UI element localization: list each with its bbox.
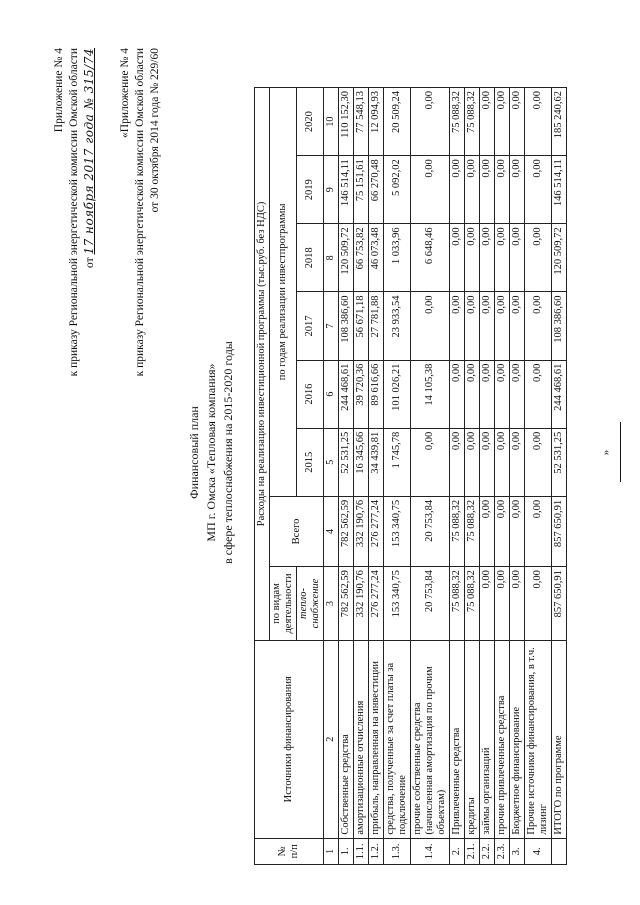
closing-mark: [600, 0, 624, 905]
previous-order-date: от 30 октября 2014 года № 229/60: [149, 48, 161, 213]
row-value: 0,00: [525, 496, 552, 566]
row-value: 276 277,24: [369, 496, 384, 566]
table-row: [339, 88, 354, 865]
row-value: 0,00: [465, 428, 480, 496]
row-value: 39 720,36: [354, 360, 369, 428]
row-value: 0,00: [450, 360, 465, 428]
column-index: 10: [324, 88, 339, 156]
row-value: 20 509,24: [384, 88, 411, 156]
row-value: 75 151,61: [354, 156, 369, 224]
row-value: 0,00: [411, 292, 450, 360]
column-index: 3: [324, 567, 339, 641]
financial-plan-table: [254, 87, 567, 865]
col-header-year: 2018: [297, 224, 324, 292]
row-value: 108 386,60: [339, 292, 354, 360]
row-value: 108 386,60: [552, 292, 567, 360]
row-value: 0,00: [450, 428, 465, 496]
table-row: [480, 88, 495, 865]
row-value: 0,00: [465, 292, 480, 360]
row-value: 75 088,32: [450, 496, 465, 566]
row-value: 0,00: [510, 428, 525, 496]
title-line-2: МП г. Омска «Тепловая компания»: [204, 363, 218, 542]
row-value: 782 562,59: [339, 496, 354, 566]
row-number: 1.2.: [369, 838, 384, 864]
row-value: 0,00: [480, 224, 495, 292]
row-value: 77 548,13: [354, 88, 369, 156]
row-value: 0,00: [510, 88, 525, 156]
table-row: [369, 88, 384, 865]
row-value: 89 616,66: [369, 360, 384, 428]
row-source-name: средства, полученные за счет платы за подключение: [384, 640, 411, 838]
previous-order-reference: к приказу Региональной энергетической комиссии Омской области: [134, 48, 146, 377]
row-value: 101 026,21: [384, 360, 411, 428]
row-value: 0,00: [495, 428, 510, 496]
row-value: 0,00: [465, 156, 480, 224]
footer-rule: [620, 423, 621, 483]
row-source-name: ИТОГО по программе: [552, 640, 567, 838]
row-number: [552, 838, 567, 864]
row-source-name: кредиты: [465, 640, 480, 838]
row-value: 0,00: [411, 156, 450, 224]
row-value: 0,00: [510, 360, 525, 428]
row-value: 66 753,82: [354, 224, 369, 292]
row-source-name: прибыль, направленная на инвестиции: [369, 640, 384, 838]
row-value: 0,00: [450, 224, 465, 292]
row-source-name: прочие собственные средства (начисленная амортизация по прочим объектам): [411, 640, 450, 838]
row-value: 0,00: [495, 88, 510, 156]
row-value: 0,00: [480, 567, 495, 641]
row-value: 153 340,75: [384, 567, 411, 641]
row-value: 20 753,84: [411, 496, 450, 566]
row-value: 0,00: [525, 428, 552, 496]
row-value: 146 514,11: [552, 156, 567, 224]
row-value: 0,00: [495, 292, 510, 360]
row-number: 2.3.: [495, 838, 510, 864]
row-value: 0,00: [525, 567, 552, 641]
row-value: 0,00: [480, 496, 495, 566]
row-value: 0,00: [465, 224, 480, 292]
row-value: 0,00: [525, 156, 552, 224]
row-value: 0,00: [495, 360, 510, 428]
row-value: 34 439,81: [369, 428, 384, 496]
row-source-name: займы организаций: [480, 640, 495, 838]
row-value: 0,00: [411, 428, 450, 496]
row-value: 0,00: [480, 428, 495, 496]
row-value: 332 190,76: [354, 496, 369, 566]
table-row: [354, 88, 369, 865]
row-value: 0,00: [480, 88, 495, 156]
table-row: [465, 88, 480, 865]
col-header-heat-supply: тепло-снабжение: [297, 567, 324, 641]
row-value: 0,00: [525, 360, 552, 428]
table-row: [411, 88, 450, 865]
column-index: 8: [324, 224, 339, 292]
col-header-expenses: Расходы на реализацию инвестиционной программы (тыс.руб. без НДС): [255, 88, 270, 641]
row-value: 46 073,48: [369, 224, 384, 292]
row-value: 0,00: [510, 496, 525, 566]
row-value: 12 094,93: [369, 88, 384, 156]
table-row: [552, 88, 567, 865]
row-value: 75 088,32: [450, 88, 465, 156]
row-value: 0,00: [525, 292, 552, 360]
row-value: 6 648,46: [411, 224, 450, 292]
row-number: 1.1.: [354, 838, 369, 864]
order-header: [52, 48, 98, 376]
handwritten-date: 17 ноября 2017 года № 315/74: [82, 48, 96, 255]
col-header-source: Источники финансирования: [255, 640, 324, 838]
row-value: 0,00: [495, 496, 510, 566]
row-value: 332 190,76: [354, 567, 369, 641]
order-date-prefix: от: [84, 257, 96, 269]
row-source-name: прочие привлеченные средства: [495, 640, 510, 838]
col-header-year: 2020: [297, 88, 324, 156]
row-value: 857 650,91: [552, 567, 567, 641]
column-index: 6: [324, 360, 339, 428]
row-source-name: амортизационные отчисления: [354, 640, 369, 838]
row-number: 3.: [510, 838, 525, 864]
row-value: 1 745,78: [384, 428, 411, 496]
table-row: [510, 88, 525, 865]
col-header-total: Всего: [270, 496, 324, 566]
row-value: 75 088,32: [465, 567, 480, 641]
row-value: 5 092,02: [384, 156, 411, 224]
row-value: 52 531,25: [552, 428, 567, 496]
col-header-number: № п/п: [255, 838, 324, 864]
row-value: 75 088,32: [465, 88, 480, 156]
row-value: 0,00: [510, 156, 525, 224]
col-header-by-activity: по видам деятельности: [270, 567, 297, 641]
row-value: 0,00: [510, 567, 525, 641]
row-value: 276 277,24: [369, 567, 384, 641]
row-number: 4.: [525, 838, 552, 864]
column-index: 1: [324, 838, 339, 864]
row-value: 75 088,32: [450, 567, 465, 641]
column-index: 4: [324, 496, 339, 566]
row-value: 23 933,54: [384, 292, 411, 360]
previous-appendix-label: «Приложение № 4: [119, 48, 131, 138]
row-value: 0,00: [495, 224, 510, 292]
row-value: 0,00: [450, 292, 465, 360]
row-value: 0,00: [525, 88, 552, 156]
row-number: 1.: [339, 838, 354, 864]
appendix-label: Приложение № 4: [53, 48, 65, 133]
row-number: 1.4.: [411, 838, 450, 864]
col-header-year: 2016: [297, 360, 324, 428]
row-source-name: Привлеченные средства: [450, 640, 465, 838]
col-header-year: 2019: [297, 156, 324, 224]
row-value: 0,00: [465, 360, 480, 428]
closing-quote: »: [600, 449, 612, 456]
row-value: 120 509,72: [552, 224, 567, 292]
row-value: 1 033,96: [384, 224, 411, 292]
row-value: 52 531,25: [339, 428, 354, 496]
col-header-year: 2017: [297, 292, 324, 360]
row-value: 16 345,66: [354, 428, 369, 496]
row-value: 27 781,88: [369, 292, 384, 360]
row-value: 0,00: [450, 156, 465, 224]
row-number: 2.: [450, 838, 465, 864]
row-number: 1.3.: [384, 838, 411, 864]
row-source-name: Бюджетное финансирование: [510, 640, 525, 838]
row-value: 20 753,84: [411, 567, 450, 641]
row-number: 2.1.: [465, 838, 480, 864]
table-row: [450, 88, 465, 865]
row-source-name: Собственные средства: [339, 640, 354, 838]
col-header-by-years: по годам реализации инвестпрограммы: [270, 88, 297, 497]
row-value: 146 514,11: [339, 156, 354, 224]
row-value: 857 650,91: [552, 496, 567, 566]
row-value: 0,00: [480, 360, 495, 428]
row-value: 0,00: [411, 88, 450, 156]
document-title: [186, 0, 237, 905]
row-value: 0,00: [525, 224, 552, 292]
row-value: 0,00: [510, 224, 525, 292]
row-value: 110 152,30: [339, 88, 354, 156]
row-value: 153 340,75: [384, 496, 411, 566]
row-value: 0,00: [495, 567, 510, 641]
row-value: 75 088,32: [465, 496, 480, 566]
column-index: 5: [324, 428, 339, 496]
row-value: 14 105,38: [411, 360, 450, 428]
title-line-3: в сфере теплоснабжения на 2015-2020 годы: [221, 341, 235, 564]
row-value: 782 562,59: [339, 567, 354, 641]
row-value: 66 270,48: [369, 156, 384, 224]
col-header-year: 2015: [297, 428, 324, 496]
order-date-line: [82, 48, 98, 376]
row-value: 185 240,62: [552, 88, 567, 156]
row-value: 0,00: [510, 292, 525, 360]
row-source-name: Прочие источники финансирования, в т.ч. лизинг: [525, 640, 552, 838]
row-value: 0,00: [495, 156, 510, 224]
column-index: 9: [324, 156, 339, 224]
previous-order-header: [118, 48, 163, 376]
row-value: 0,00: [480, 292, 495, 360]
row-value: 120 509,72: [339, 224, 354, 292]
row-value: 244 468,61: [339, 360, 354, 428]
column-index: 7: [324, 292, 339, 360]
row-number: 2.2.: [480, 838, 495, 864]
title-line-1: Финансовый план: [187, 406, 201, 499]
row-value: 56 671,18: [354, 292, 369, 360]
table-row: [495, 88, 510, 865]
row-value: 244 468,61: [552, 360, 567, 428]
table-row: [384, 88, 411, 865]
table-row: [525, 88, 552, 865]
row-value: 0,00: [480, 156, 495, 224]
column-index: 2: [324, 640, 339, 838]
order-reference: к приказу Региональной энергетической комиссии Омской области: [68, 48, 80, 377]
